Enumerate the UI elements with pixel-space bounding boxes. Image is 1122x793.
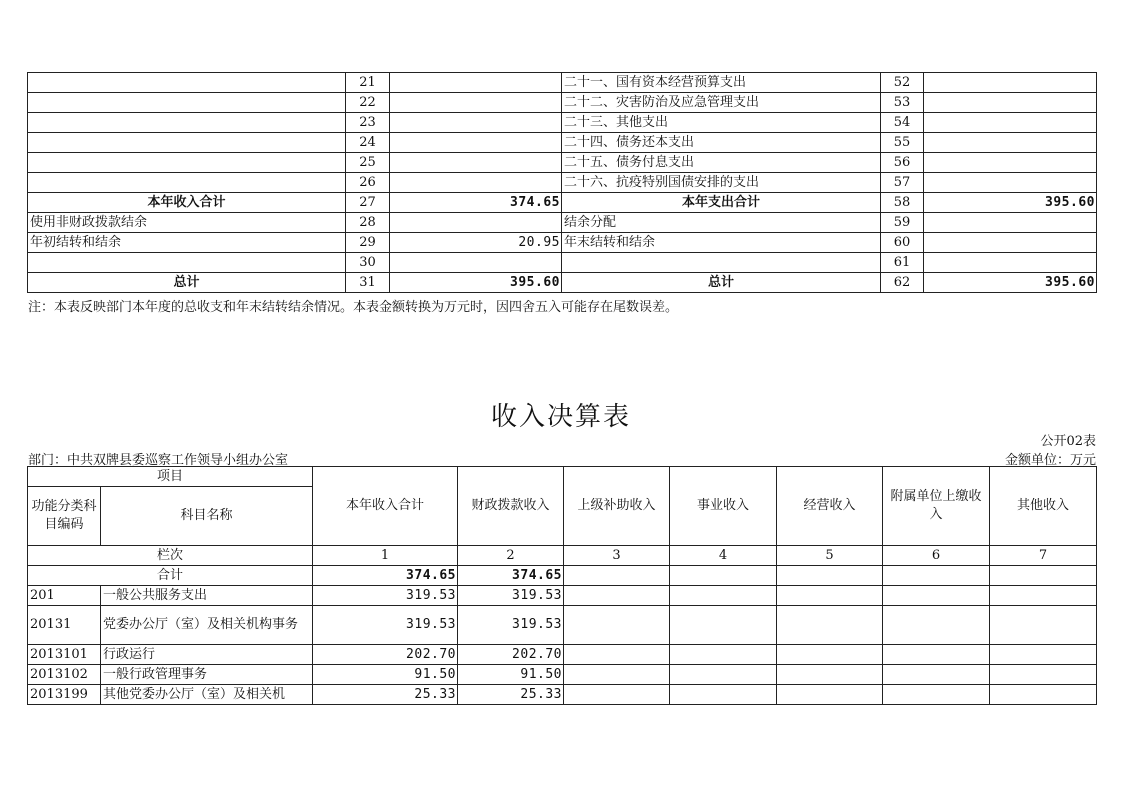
amount-cell: [777, 586, 883, 606]
summary-left-seq: 29: [346, 233, 390, 253]
total-row: [28, 566, 1097, 586]
func-code-cell: 2013102: [28, 665, 101, 685]
amount-cell: [777, 606, 883, 645]
func-code-cell: 201: [28, 586, 101, 606]
total-label: 合计: [28, 566, 313, 586]
summary-right-seq: 54: [881, 113, 924, 133]
amount-cell: [777, 645, 883, 665]
amount-cell: [883, 665, 990, 685]
summary-left-amount: 20.95: [390, 233, 562, 253]
total-value: [777, 566, 883, 586]
summary-row: [28, 113, 1097, 133]
summary-left-amount: [390, 133, 562, 153]
income-row: [28, 586, 1097, 606]
subject-name-cell: 党委办公厅（室）及相关机构事务: [101, 606, 313, 645]
subject-name-cell: 其他党委办公厅（室）及相关机: [101, 685, 313, 705]
summary-right-label: 年末结转和结余: [562, 233, 881, 253]
summary-left-label: [28, 153, 346, 173]
seq-number: 6: [883, 546, 990, 566]
summary-left-seq: 24: [346, 133, 390, 153]
summary-left-label: [28, 113, 346, 133]
summary-right-label: 本年支出合计: [562, 193, 881, 213]
amount-cell: 319.53: [313, 606, 458, 645]
seq-number: 1: [313, 546, 458, 566]
func-code-cell: 20131: [28, 606, 101, 645]
amount-cell: [883, 606, 990, 645]
amount-cell: [883, 645, 990, 665]
header-col-3: 上级补助收入: [564, 467, 670, 546]
summary-left-seq: 23: [346, 113, 390, 133]
summary-left-label: 年初结转和结余: [28, 233, 346, 253]
summary-right-label: 二十五、债务付息支出: [562, 153, 881, 173]
amount-cell: [777, 665, 883, 685]
summary-row: [28, 93, 1097, 113]
summary-left-label: 使用非财政拨款结余: [28, 213, 346, 233]
amount-cell: [670, 665, 777, 685]
summary-row: [28, 233, 1097, 253]
seq-number: 3: [564, 546, 670, 566]
amount-cell: [990, 606, 1097, 645]
summary-right-amount: [924, 173, 1097, 193]
amount-cell: 202.70: [458, 645, 564, 665]
seq-number: 2: [458, 546, 564, 566]
subject-name-cell: 行政运行: [101, 645, 313, 665]
summary-right-label: 二十二、灾害防治及应急管理支出: [562, 93, 881, 113]
seq-number: 5: [777, 546, 883, 566]
summary-left-amount: [390, 73, 562, 93]
amount-cell: 202.70: [313, 645, 458, 665]
summary-right-amount: [924, 73, 1097, 93]
summary-left-amount: 374.65: [390, 193, 562, 213]
summary-left-seq: 28: [346, 213, 390, 233]
summary-left-seq: 31: [346, 273, 390, 293]
summary-left-label: [28, 73, 346, 93]
summary-row: [28, 273, 1097, 293]
amount-cell: 91.50: [458, 665, 564, 685]
summary-row: [28, 153, 1097, 173]
summary-left-seq: 26: [346, 173, 390, 193]
summary-left-seq: 21: [346, 73, 390, 93]
summary-left-seq: 25: [346, 153, 390, 173]
summary-left-seq: 30: [346, 253, 390, 273]
summary-right-label: 二十三、其他支出: [562, 113, 881, 133]
amount-cell: [990, 586, 1097, 606]
table-note: 注：本表反映部门本年度的总收支和年末结转结余情况。本表金额转换为万元时，因四舍五入可能存在尾数误差。: [28, 300, 679, 315]
summary-right-amount: [924, 93, 1097, 113]
summary-right-seq: 59: [881, 213, 924, 233]
total-value: 374.65: [313, 566, 458, 586]
summary-right-amount: [924, 253, 1097, 273]
amount-cell: [670, 685, 777, 705]
summary-row: [28, 253, 1097, 273]
summary-right-seq: 53: [881, 93, 924, 113]
header-col-6: 附属单位上缴收入: [883, 467, 990, 546]
seq-number: 7: [990, 546, 1097, 566]
summary-row: [28, 133, 1097, 153]
summary-row: [28, 213, 1097, 233]
header-col-2: 财政拨款收入: [458, 467, 564, 546]
income-statement-table: [27, 466, 1097, 705]
summary-row: [28, 173, 1097, 193]
summary-left-label: 本年收入合计: [28, 193, 346, 213]
summary-right-amount: 395.60: [924, 193, 1097, 213]
summary-right-seq: 61: [881, 253, 924, 273]
amount-cell: [564, 685, 670, 705]
total-value: 374.65: [458, 566, 564, 586]
report-title: 收入决算表: [490, 402, 631, 432]
header-item: 项目: [28, 467, 313, 487]
summary-right-seq: 60: [881, 233, 924, 253]
amount-cell: [670, 645, 777, 665]
summary-right-amount: [924, 153, 1097, 173]
amount-cell: [990, 665, 1097, 685]
func-code-cell: 2013199: [28, 685, 101, 705]
header-col-1: 本年收入合计: [313, 467, 458, 546]
amount-cell: [883, 685, 990, 705]
total-value: [883, 566, 990, 586]
header-func-code: 功能分类科目编码: [28, 487, 101, 546]
summary-left-label: 总计: [28, 273, 346, 293]
summary-right-label: 总计: [562, 273, 881, 293]
summary-left-amount: [390, 153, 562, 173]
summary-row: [28, 193, 1097, 213]
seq-number: 4: [670, 546, 777, 566]
amount-cell: 91.50: [313, 665, 458, 685]
summary-left-label: [28, 93, 346, 113]
unit-label: 金额单位：万元: [1004, 453, 1096, 468]
summary-right-amount: [924, 213, 1097, 233]
amount-cell: 319.53: [458, 606, 564, 645]
income-expense-summary-table: [27, 72, 1097, 293]
amount-cell: [564, 586, 670, 606]
income-row: [28, 606, 1097, 645]
amount-cell: 25.33: [458, 685, 564, 705]
header-subject-name: 科目名称: [101, 487, 313, 546]
summary-right-label: [562, 253, 881, 273]
header-col-7: 其他收入: [990, 467, 1097, 546]
summary-right-label: 结余分配: [562, 213, 881, 233]
total-value: [670, 566, 777, 586]
header-seq-label: 栏次: [28, 546, 313, 566]
summary-left-seq: 22: [346, 93, 390, 113]
subject-name-cell: 一般行政管理事务: [101, 665, 313, 685]
summary-left-amount: [390, 93, 562, 113]
amount-cell: [777, 685, 883, 705]
subject-name-cell: 一般公共服务支出: [101, 586, 313, 606]
summary-right-amount: [924, 113, 1097, 133]
amount-cell: [564, 665, 670, 685]
summary-left-seq: 27: [346, 193, 390, 213]
amount-cell: 25.33: [313, 685, 458, 705]
summary-left-amount: [390, 173, 562, 193]
summary-right-seq: 55: [881, 133, 924, 153]
header-col-5: 经营收入: [777, 467, 883, 546]
summary-right-seq: 52: [881, 73, 924, 93]
amount-cell: [564, 606, 670, 645]
summary-right-label: 二十六、抗疫特别国债安排的支出: [562, 173, 881, 193]
summary-right-amount: [924, 133, 1097, 153]
summary-left-label: [28, 173, 346, 193]
summary-right-seq: 57: [881, 173, 924, 193]
summary-left-amount: [390, 253, 562, 273]
summary-right-label: 二十一、国有资本经营预算支出: [562, 73, 881, 93]
income-row: [28, 685, 1097, 705]
summary-right-seq: 58: [881, 193, 924, 213]
income-row: [28, 665, 1097, 685]
summary-right-seq: 56: [881, 153, 924, 173]
amount-cell: 319.53: [458, 586, 564, 606]
total-value: [564, 566, 670, 586]
total-value: [990, 566, 1097, 586]
amount-cell: 319.53: [313, 586, 458, 606]
header-col-4: 事业收入: [670, 467, 777, 546]
income-row: [28, 645, 1097, 665]
summary-left-amount: [390, 213, 562, 233]
summary-row: [28, 73, 1097, 93]
form-code: 公开02表: [1040, 434, 1096, 449]
summary-left-amount: 395.60: [390, 273, 562, 293]
summary-right-seq: 62: [881, 273, 924, 293]
summary-right-label: 二十四、债务还本支出: [562, 133, 881, 153]
summary-left-amount: [390, 113, 562, 133]
func-code-cell: 2013101: [28, 645, 101, 665]
amount-cell: [670, 586, 777, 606]
amount-cell: [670, 606, 777, 645]
summary-right-amount: [924, 233, 1097, 253]
amount-cell: [990, 645, 1097, 665]
summary-left-label: [28, 133, 346, 153]
summary-left-label: [28, 253, 346, 273]
summary-right-amount: 395.60: [924, 273, 1097, 293]
amount-cell: [564, 645, 670, 665]
amount-cell: [883, 586, 990, 606]
department-label: 部门：中共双牌县委巡察工作领导小组办公室: [28, 453, 289, 468]
amount-cell: [990, 685, 1097, 705]
